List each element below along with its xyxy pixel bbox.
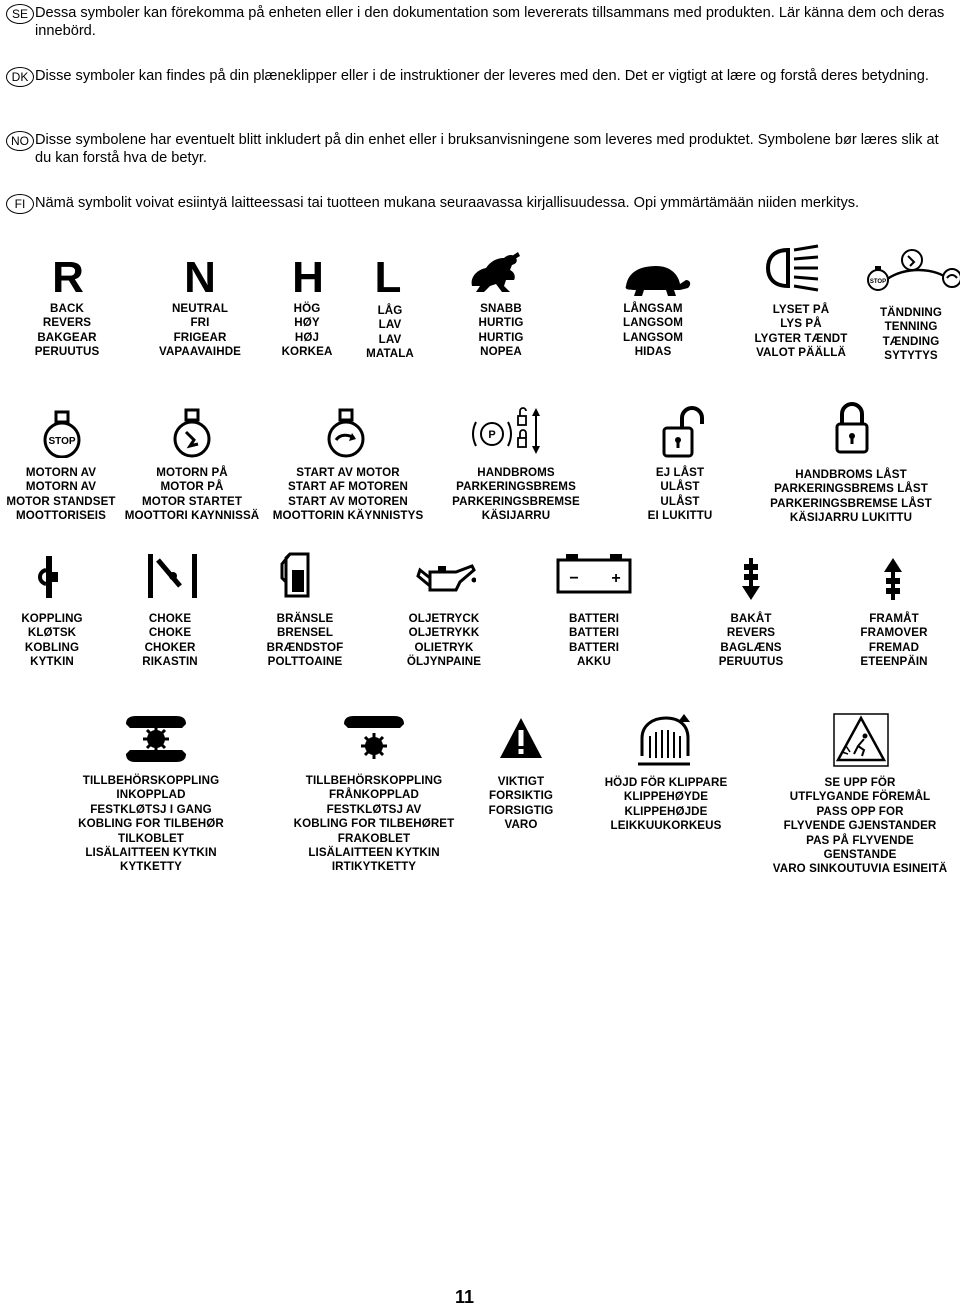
low-gear-letter: L [374, 253, 402, 302]
symbol-label-unlocked: EJ LÅST ULÅST ULÅST EI LUKITTU [647, 466, 713, 523]
symbol-label-oil: OLJETRYCK OLJETRYKK OLIETRYK ÖLJYNPAINE [406, 612, 482, 669]
oil-can-icon [416, 560, 476, 600]
intro-text-no: Disse symbolene har eventuelt blitt inkludert på din enhet eller i bruksanvisningene som leveres med produktet. Symbolene bør læres slik at du kan forstå hva de betyr. [35, 132, 939, 166]
symbol-label-fast: SNABB HURTIG HURTIG NOPEA [478, 302, 524, 359]
symbol-label-engine-start: START AV MOTOR START AF MOTOREN START AV MOTOREN MOOTTORIN KÄYNNISTYS [272, 466, 424, 523]
symbol-label-forward: FRAMÅT FRAMOVER FREMAD ETEENPÄIN [860, 612, 928, 669]
symbol-label-handbrake: HANDBROMS PARKERINGSBREMS PARKERINGSBREMSE KÄSIJARRU [452, 466, 580, 523]
symbol-label-reverse: BAKÅT REVERS BAGLÆNS PERUUTUS [718, 612, 784, 669]
battery-plus: + [611, 570, 621, 587]
symbol-label-pto-on: TILLBEHÖRSKOPPLING INKOPPLAD FESTKLØTSJ I GANG KOBLING FOR TILBEHØR TILKOBLET LISÄLAITTEEN KYTKIN KYTKETTY [78, 774, 224, 874]
stop-icon-text: STOP [869, 279, 887, 285]
turtle-icon [618, 262, 692, 298]
fuel-pump-icon [280, 550, 320, 598]
symbol-label-fuel: BRÄNSLE BRENSEL BRÆNDSTOF POLTTOAINE [266, 612, 344, 669]
lang-badge-fi: FI [6, 194, 34, 214]
intro-text-se: Dessa symboler kan förekomma på enheten eller i den dokumentation som levererats tillsammans med produkten. Lär känna dem och deras innebörd. [35, 5, 945, 39]
headlight-icon [766, 244, 826, 292]
unlocked-padlock-icon [660, 404, 706, 458]
reverse-arrow-icon [738, 556, 764, 602]
clutch-icon [36, 554, 62, 600]
lang-badge-dk: DK [6, 67, 34, 87]
pto-disengaged-icon [342, 714, 406, 764]
symbol-label-engine-off: MOTORN AV MOTORN AV MOTOR STANDSET MOOTTORISEIS [6, 466, 116, 523]
intro-dk [6, 67, 946, 85]
high-gear-letter: H [292, 253, 324, 302]
cutting-height-icon [636, 712, 692, 768]
symbol-label-battery: BATTERI BATTERI BATTERI AKKU [568, 612, 620, 669]
p-text: P [488, 429, 496, 441]
symbol-label-pto-off: TILLBEHÖRSKOPPLING FRÅNKOPPLAD FESTKLØTSJ AV KOBLING FOR TILBEHØRET FRAKOBLET LISÄLAITTEEN KYTKIN IRTIKYTKETTY [293, 774, 455, 874]
reverse-gear-letter: R [52, 253, 84, 302]
symbol-label-high: HÖG HØY HØJ KORKEA [281, 302, 333, 359]
stop-text: STOP [48, 436, 76, 447]
handbrake-icon [470, 404, 546, 454]
warning-triangle-icon [498, 716, 544, 762]
symbol-label-caution: VIKTIGT FORSIKTIG FORSIGTIG VARO [488, 775, 554, 832]
symbol-label-cut-height: HÖJD FÖR KLIPPARE KLIPPEHØYDE KLIPPEHØJDE LEIKKUUKORKEUS [604, 776, 728, 833]
symbol-label-lights: LYSET PÅ LYS PÅ LYGTER TÆNDT VALOT PÄÄLLÄ [754, 303, 848, 360]
symbol-label-back: BACK REVERS BAKGEAR PERUUTUS [34, 302, 100, 359]
hare-icon [466, 252, 522, 296]
pto-engaged-icon [124, 714, 188, 764]
forward-arrow-icon [880, 556, 906, 602]
symbol-label-neutral: NEUTRAL FRI FRIGEAR VAPAAVAIHDE [158, 302, 242, 359]
neutral-gear-letter: N [184, 253, 216, 302]
intro-se [6, 4, 946, 40]
symbol-label-engine-on: MOTORN PÅ MOTOR PÅ MOTOR STARTET MOOTTORI KAYNNISSÄ [124, 466, 260, 523]
symbol-label-slow: LÅNGSAM LANGSOM LANGSOM HIDAS [623, 302, 683, 359]
page-number: 11 [455, 1287, 475, 1307]
engine-running-icon [168, 408, 216, 458]
engine-start-icon [322, 408, 370, 458]
ignition-key-icon [864, 246, 960, 292]
battery-minus: − [569, 570, 579, 587]
intro-text-fi: Nämä symbolit voivat esiintyä laitteessasi tai tuotteen mukana seuraavassa kirjallisuudessa. Opi ymmärtämään niiden merkitys. [35, 195, 860, 211]
symbol-label-thrown-objects: SE UPP FÖR UTFLYGANDE FÖREMÅL PASS OPP FOR FLYVENDE GJENSTANDER PAS PÅ FLYVENDE GENSTANDE VARO SINKOUTUVIA ESINEITÄ [772, 776, 948, 876]
symbol-label-clutch: KOPPLING KLØTSK KOBLING KYTKIN [21, 612, 83, 669]
intro-text-dk: Disse symboler kan findes på din plæneklipper eller i de instruktioner der leveres med den. Det er vigtigt at lære og forstå deres betydning. [35, 68, 929, 84]
lang-badge-no: NO [6, 131, 34, 151]
engine-stop-icon [38, 410, 86, 458]
lang-badge-se: SE [6, 4, 34, 24]
symbol-label-low: LÅG LAV LAV MATALA [366, 304, 414, 361]
symbol-label-handbrake-locked: HANDBROMS LÅST PARKERINGSBREMS LÅST PARKERINGSBREMSE LÅST KÄSIJARRU LUKITTU [770, 468, 932, 525]
thrown-objects-warning-icon [832, 712, 890, 768]
choke-icon [144, 552, 202, 600]
symbol-label-choke: CHOKE CHOKE CHOKER RIKASTIN [142, 612, 198, 669]
symbol-label-ignition: TÄNDNING TENNING TÆNDING SYTYTYS [880, 306, 942, 363]
locked-padlock-icon [834, 400, 870, 454]
battery-icon [556, 552, 632, 594]
intro-no [6, 131, 946, 167]
intro-fi [6, 194, 946, 212]
